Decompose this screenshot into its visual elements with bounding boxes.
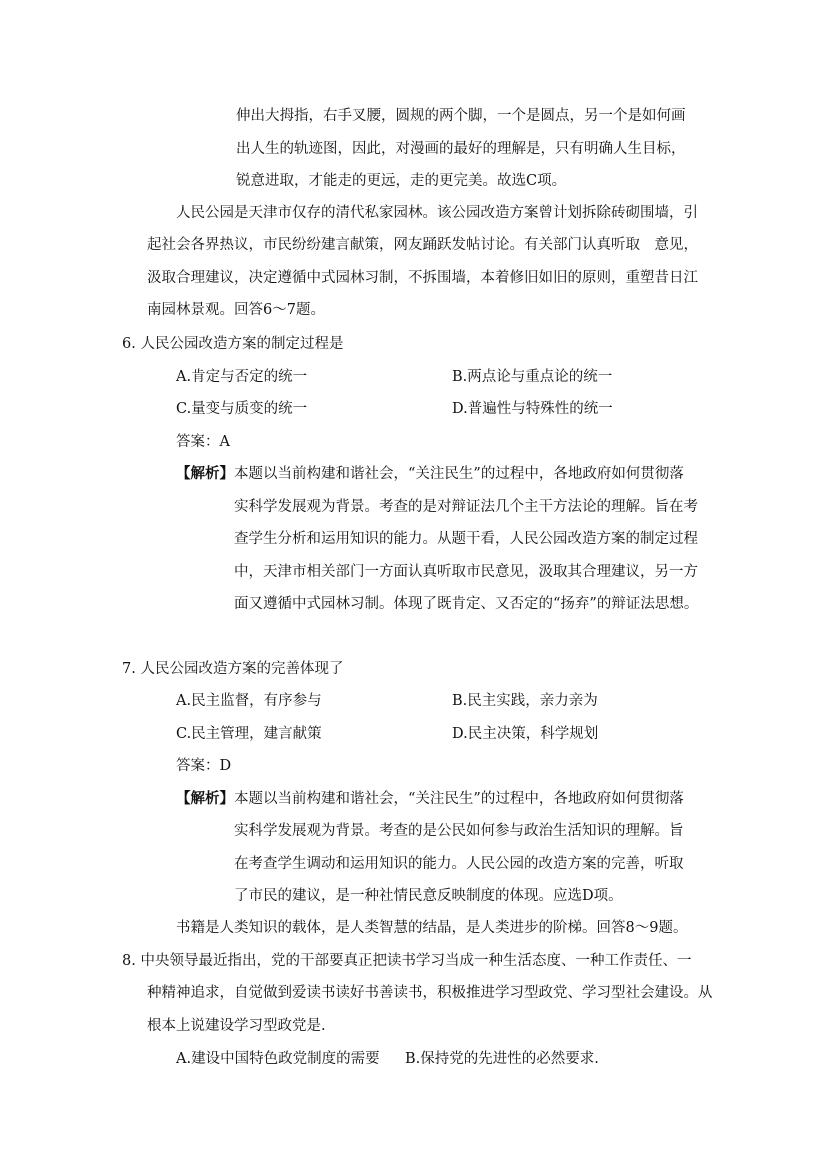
question-7-stem: 7. 人民公园改造方案的完善体现了 xyxy=(122,661,344,677)
question-7-analysis-tag: 【解析】 xyxy=(176,790,234,807)
question-7-analysis-line: 了市民的建议，是一种社情民意反映制度的体现。应选D项。 xyxy=(234,888,623,904)
question-6-analysis-line: 实科学发展观为背景。考查的是对辩证法几个主干方法论的理解。旨在考 xyxy=(234,499,698,515)
question-7-analysis-line: 本题以当前构建和谐社会，“关注民生”的过程中，各地政府如何贯彻落 xyxy=(234,791,684,807)
question-6-analysis-line: 面又遵循中式园林习制。体现了既肯定、又否定的“扬弃”的辩证法思想。 xyxy=(234,596,699,612)
question-6-stem: 6. 人民公园改造方案的制定过程是 xyxy=(122,336,344,352)
question-7-option-d: D.民主决策，科学规划 xyxy=(452,726,599,742)
question-7-answer: 答案：D xyxy=(176,758,232,774)
passage-line: 汲取合理建议，决定遵循中式园林习制，不拆围墙，本着修旧如旧的原则，重塑昔日江 xyxy=(147,270,698,286)
question-6-answer: 答案：A xyxy=(176,434,230,450)
passage-line: 起社会各界热议，市民纷纷建言献策，网友踊跃发帖讨论。有关部门认真听取 意见， xyxy=(147,237,698,253)
question-6-option-d: D.普遍性与特殊性的统一 xyxy=(452,401,613,417)
prev-explanation-line: 锐意进取，才能走的更远，走的更完美。故选C项。 xyxy=(236,173,567,189)
question-7-analysis-line: 实科学发展观为背景。考查的是公民如何参与政治生活知识的理解。旨 xyxy=(234,823,684,839)
question-7-option-b: B.民主实践，亲力亲为 xyxy=(452,693,598,709)
passage-line: 南园林景观。回答6～7题。 xyxy=(147,302,325,318)
prev-explanation-line: 伸出大拇指，右手叉腰，圆规的两个脚，一个是圆点，另一个是如何画 xyxy=(236,108,686,124)
prev-explanation-line: 出人生的轨迹图，因此，对漫画的最好的理解是，只有明确人生目标， xyxy=(236,141,686,157)
question-6-analysis-line: 查学生分析和运用知识的能力。从题干看，人民公园改造方案的制定过程 xyxy=(234,531,698,547)
question-7-option-c: C.民主管理，建言献策 xyxy=(176,726,322,742)
question-8-option-b: B.保持党的先进性的必然要求. xyxy=(405,1051,599,1067)
question-6-analysis-tag: 【解析】 xyxy=(176,465,234,482)
question-8-stem: 根本上说建设学习型政党是. xyxy=(147,1018,326,1034)
question-7-analysis-line: 在考查学生调动和运用知识的能力。人民公园的改造方案的完善，听取 xyxy=(234,856,684,872)
passage-line: 人民公园是天津市仅存的清代私家园林。该公园改造方案曾计划拆除砖砌围墙，引 xyxy=(176,205,698,221)
question-6-option-c: C.量变与质变的统一 xyxy=(176,401,308,417)
question-6-option-b: B.两点论与重点论的统一 xyxy=(452,369,613,385)
question-6-analysis-line: 本题以当前构建和谐社会，“关注民生”的过程中，各地政府如何贯彻落 xyxy=(234,466,684,482)
question-6-option-a: A.肯定与否定的统一 xyxy=(176,369,308,385)
question-7-option-a: A.民主监督，有序参与 xyxy=(176,693,322,709)
question-8-option-a: A.建设中国特色政党制度的需要 xyxy=(176,1051,380,1067)
question-6-analysis-line: 中，天津市相关部门一方面认真听取市民意见，汲取其合理建议，另一方 xyxy=(234,564,698,580)
passage-line: 书籍是人类知识的载体，是人类智慧的结晶，是人类进步的阶梯。回答8～9题。 xyxy=(176,920,688,936)
question-8-stem: 种精神追求，自觉做到爱读书读好书善读书，积极推进学习型政党、学习型社会建设。从 xyxy=(147,985,713,1001)
question-8-stem: 8. 中央领导最近指出，党的干部要真正把读书学习当成一种生活态度、一种工作责任、一 xyxy=(122,953,692,969)
